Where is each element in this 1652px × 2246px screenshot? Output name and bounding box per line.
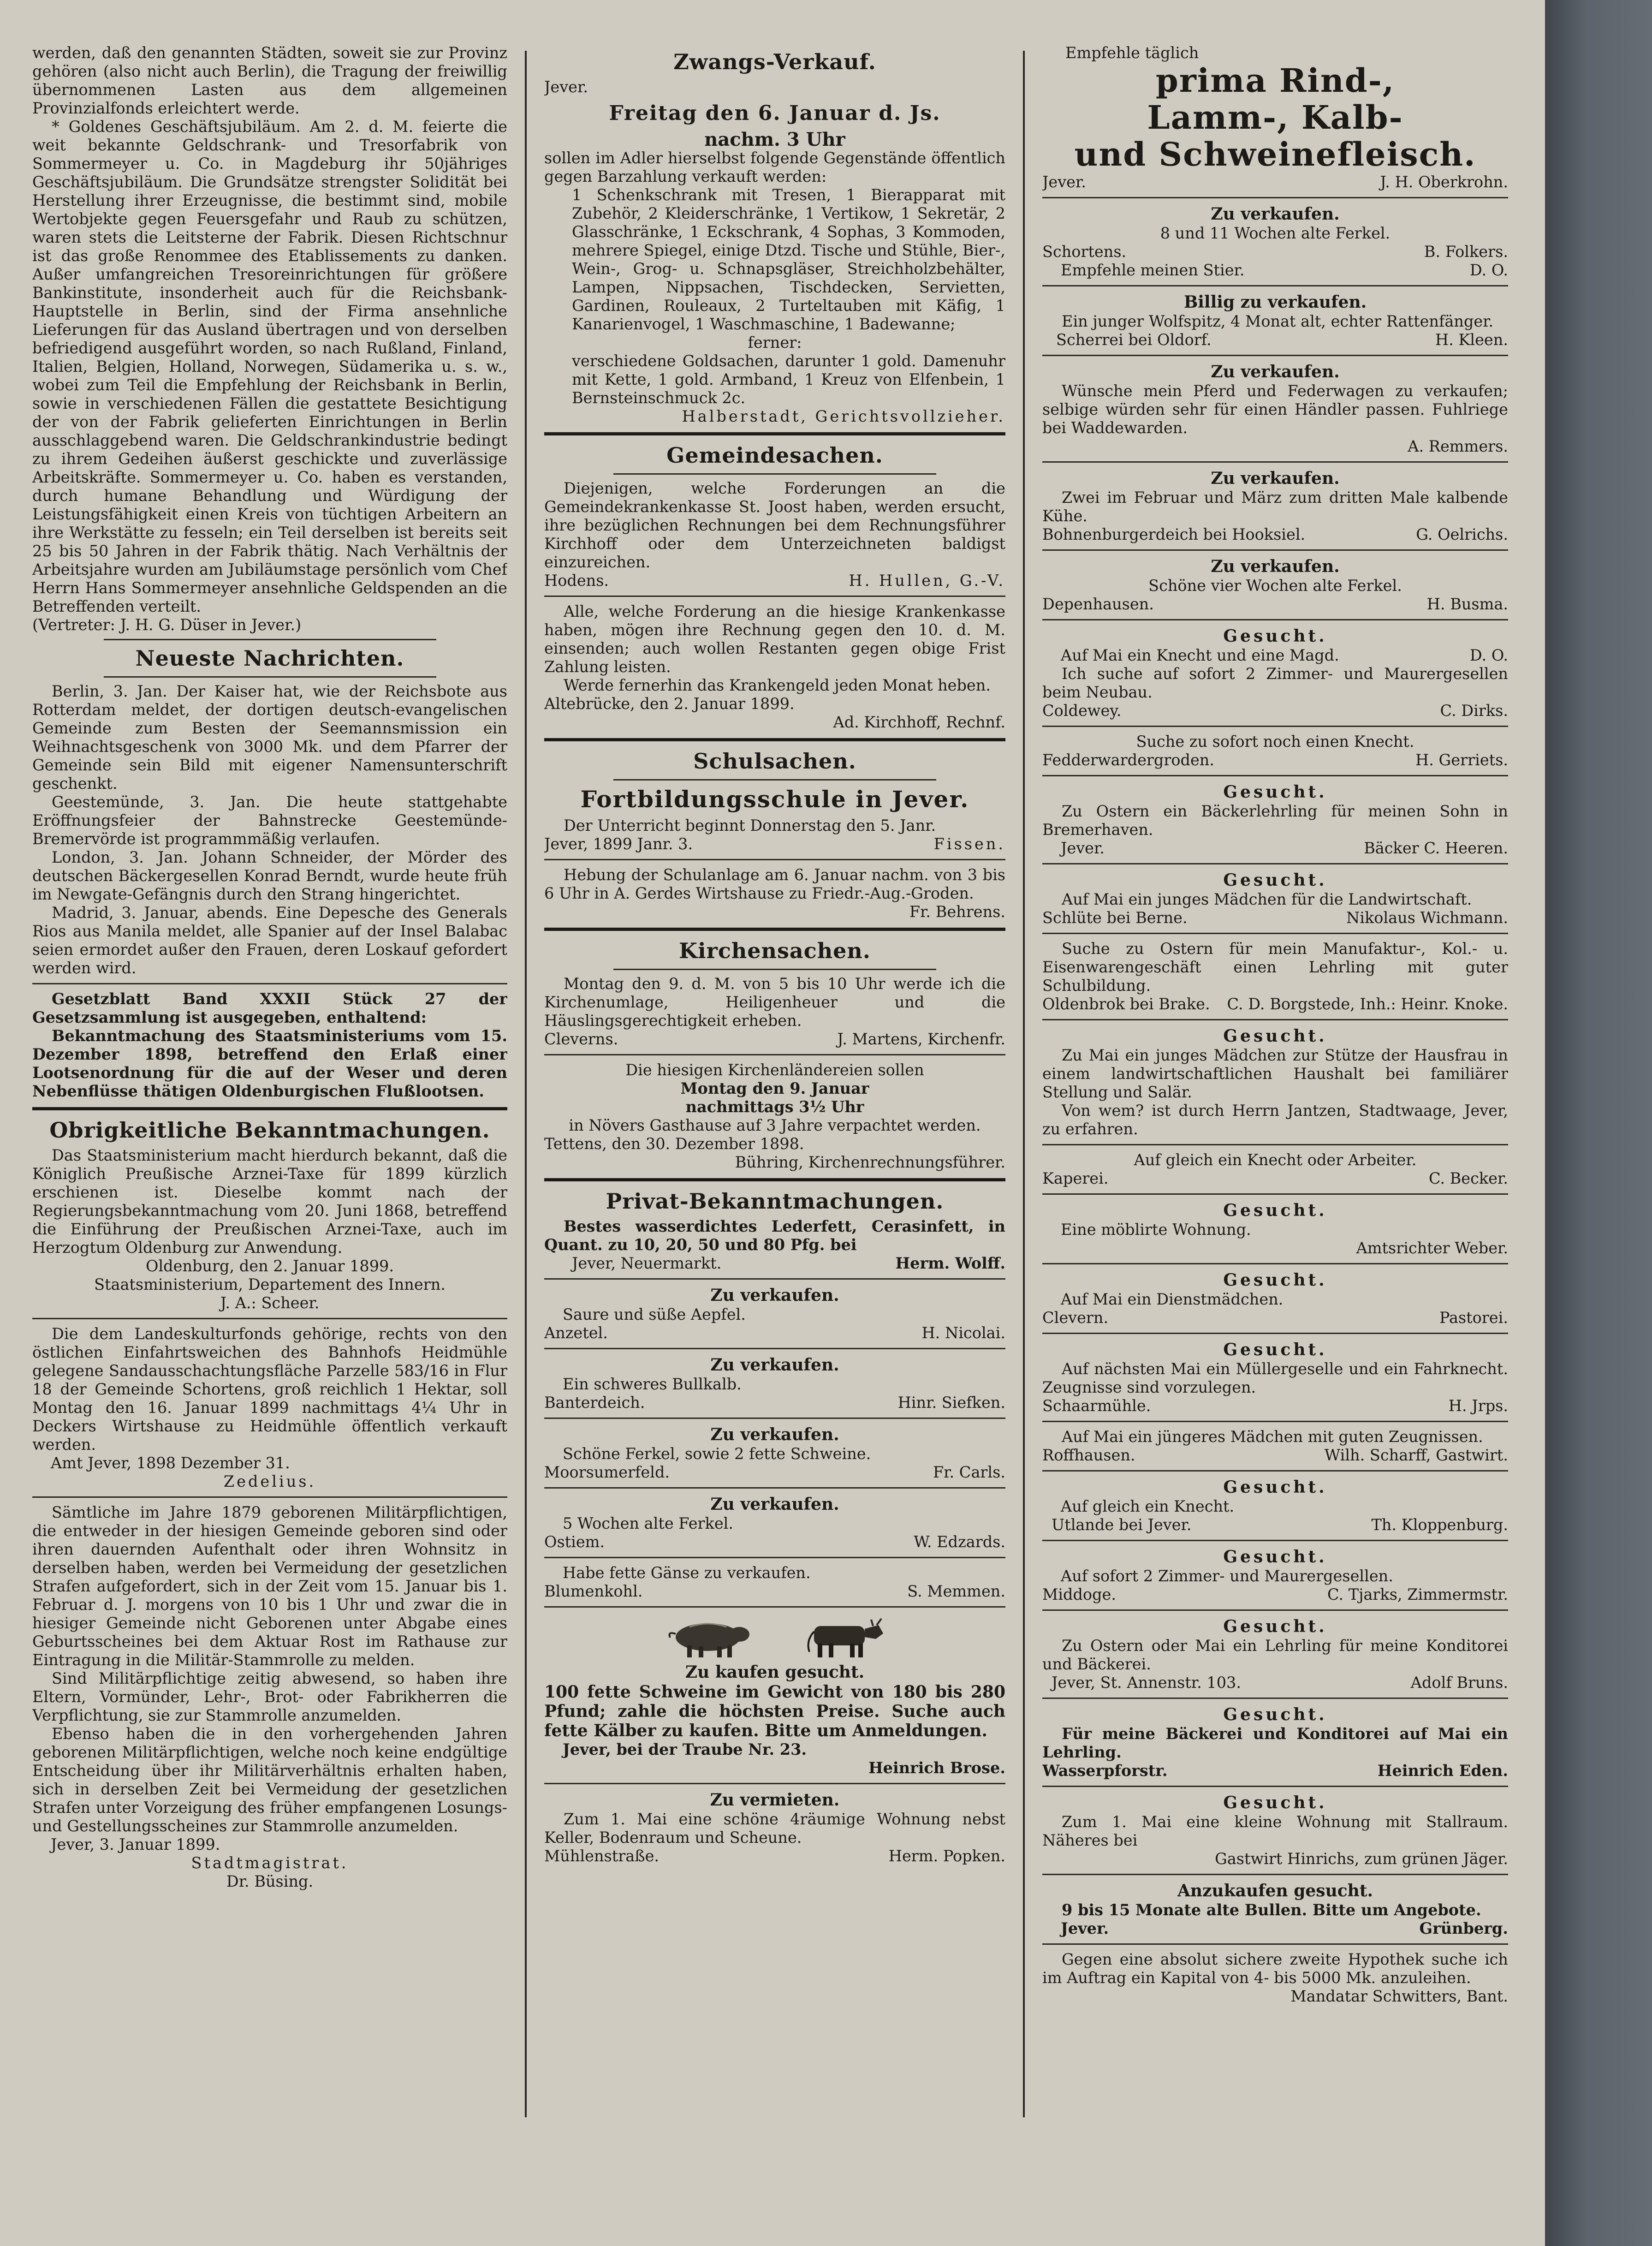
scan-background: [1545, 0, 1652, 2246]
vermieten-footer: [544, 1847, 1005, 1865]
gemeinde-notice-2-place: Altebrücke, den 2. Januar 1899.: [544, 695, 795, 713]
ad-footer: [1042, 525, 1508, 544]
obrigkeit-notice-3-b: Sind Militärpflichtige zeitig abwesend, so haben ihre Eltern, Vormünder, Lehr-, Brot- oder Fabrikherren die Verpflichtung, sie zur Stammrolle anzumelden.: [32, 1669, 507, 1724]
classified-ad: [544, 1285, 1005, 1342]
ad-footer: [1042, 331, 1508, 349]
ad-place: Wasserpforstr.: [1042, 1762, 1168, 1780]
zwangsverkauf-place: Jever.: [544, 78, 588, 96]
ad-text: Ich suche auf sofort 2 Zimmer- und Maurergesellen beim Neubau.: [1042, 665, 1508, 701]
kirchen-notice-2-signature: Bühring, Kirchenrechnungsführer.: [735, 1153, 1005, 1171]
divider: [544, 859, 1005, 860]
divider: [544, 738, 1005, 741]
ad-signature: Heinrich Eden.: [1377, 1762, 1508, 1780]
vermieten-place: Mühlenstraße.: [544, 1847, 660, 1865]
divider: [32, 1318, 507, 1319]
divider: [1042, 1540, 1508, 1541]
ad-text: Zum 1. Mai eine kleine Wohnung mit Stallraum. Näheres bei: [1042, 1813, 1508, 1849]
ad-text: Saure und süße Aepfel.: [563, 1305, 746, 1323]
notice-2-place: Amt Jever, 1898 Dezember 31.: [51, 1454, 290, 1472]
ad-signature: C. Dirks.: [1440, 702, 1508, 720]
classified-ad: [1042, 362, 1508, 456]
ad-footer: [1042, 995, 1508, 1013]
ad-signature: Grünberg.: [1419, 1919, 1508, 1937]
divider: [1042, 775, 1508, 776]
classified-ad: [544, 1494, 1005, 1551]
ad-place: Schortens.: [1042, 243, 1127, 261]
classified-ad: [1042, 1704, 1508, 1780]
ad-signature: Gastwirt Hinrichs, zum grünen Jäger.: [1215, 1850, 1508, 1868]
gemeinde-notice-1: Diejenigen, welche Forderungen an die Gemeindekrankenkasse St. Joost haben, werden ersucht, ihre bezüglichen Rechnungen bei dem Rechnungsführer Kirchhoff oder dem Unterzeichneten baldigst einzureichen.: [544, 479, 1005, 571]
ad-footer: [1042, 1516, 1508, 1534]
ad-signature: D. O.: [1469, 261, 1508, 279]
ad-heading: Zu verkaufen.: [1211, 362, 1340, 381]
ad-heading: Gesucht.: [1223, 626, 1327, 646]
gemeinde-notice-1-signature: H. Hullen, G.-V.: [849, 572, 1005, 590]
obrigkeit-heading: Obrigkeitliche Bekanntmachungen.: [49, 1118, 490, 1143]
classified-ad: [1042, 1200, 1508, 1257]
divider: [1042, 1019, 1508, 1020]
hypothek-ad: Gegen eine absolut sichere zweite Hypothek suche ich im Auftrag ein Kapital von 4- bis 5000 Mk. anzuleihen.: [1042, 1950, 1508, 1987]
kauf-gesucht-place: Jever, bei der Traube Nr. 23.: [563, 1740, 807, 1758]
ad-signature: Hinr. Siefken.: [897, 1394, 1005, 1412]
ad-footer: [1042, 1674, 1508, 1692]
fleisch-ad-line-1: prima Rind-,: [1155, 61, 1395, 100]
ad-footer: [1042, 1585, 1508, 1604]
divider: [544, 1348, 1005, 1349]
divider: [544, 1054, 1005, 1055]
column-rule-right: [1023, 51, 1025, 2117]
ad-footer: [1042, 1169, 1508, 1188]
ad-text: Zu Mai ein junges Mädchen zur Stütze der Hausfrau in einem landwirtschaftlichen Haushalt bei familiärer Stellung und Salär.: [1042, 1046, 1508, 1101]
ad-place: Roffhausen.: [1042, 1446, 1135, 1464]
divider: [1042, 619, 1508, 620]
divider: [32, 1496, 507, 1498]
ad-place: Bohnenburgerdeich bei Hooksiel.: [1042, 525, 1306, 543]
ad-signature: B. Folkers.: [1424, 243, 1508, 261]
ad-text: Schöne vier Wochen alte Ferkel.: [1148, 577, 1402, 595]
zwangsverkauf-date: Freitag den 6. Januar d. Js.: [609, 101, 941, 125]
kirchen-notice-1-place: Cleverns.: [544, 1030, 618, 1048]
ad-signature: Nikolaus Wichmann.: [1346, 909, 1508, 927]
divider: [1042, 1609, 1508, 1611]
ad-heading: Gesucht.: [1223, 1705, 1327, 1724]
ad-heading: Gesucht.: [1223, 1340, 1327, 1359]
ad-text: Auf nächsten Mai ein Müllergeselle und ein Fahrknecht. Zeugnisse sind vorzulegen.: [1042, 1360, 1508, 1396]
gaense-ad-signature: S. Memmen.: [907, 1582, 1005, 1600]
divider: [544, 432, 1005, 435]
classified-ad: [1042, 1340, 1508, 1415]
gemeinde-notice-1-footer: [544, 572, 1005, 590]
zwangsverkauf-signature: Halberstadt, Gerichtsvollzieher.: [682, 407, 1005, 425]
fleisch-ad-top: Empfehle täglich: [1065, 44, 1199, 62]
classified-ad: [1042, 292, 1508, 349]
classified-ad: [1042, 870, 1508, 927]
news-item-madrid: Madrid, 3. Januar, abends. Eine Depesche des Generals Rios aus Manila meldet, alle Spanier auf der Insel Balabac seien ermordet außer den Frauen, deren Loskauf gefordert werden wird.: [32, 904, 507, 977]
ad-text: Auf Mai ein Dienstmädchen.: [1061, 1290, 1284, 1308]
classified-ad: [1042, 782, 1508, 858]
ad-signature: H. Kleen.: [1435, 331, 1508, 349]
ad-signature: Th. Kloppenburg.: [1371, 1516, 1508, 1534]
ad-heading: Zu verkaufen.: [710, 1355, 839, 1375]
vermieten-heading: Zu vermieten.: [710, 1790, 840, 1810]
divider: [544, 1606, 1005, 1608]
ad-heading: Gesucht.: [1223, 782, 1327, 802]
ad-heading: Zu verkaufen.: [710, 1286, 839, 1305]
ad-place: Fedderwardergroden.: [1042, 751, 1215, 769]
schul-heading: Schulsachen.: [693, 749, 856, 774]
obrigkeit-notice-3-a: Sämtliche im Jahre 1879 geborenen Militärpflichtigen, die entweder in der hiesigen Gemeinde geboren sind oder ihren dauernden Aufenthalt oder ihren Wohnsitz in derselben haben, werden bei Vermeidung der gesetzlichen Strafen aufgefordert, sich in der Zeit vom 15. Januar bis 1. Februar d. J. morgens von 10 bis 1 Uhr und zwar die in hiesiger Gemeinde nicht Geborenen unter Abgabe eines Geburtsscheines bei dem Aktuar Rost im Rathause zur Eintragung in die Militär-Stammrolle zu melden.: [32, 1503, 507, 1669]
ad-place: Jever.: [1061, 839, 1105, 857]
column-rule-left: [525, 51, 527, 2117]
ad-footer: [544, 1394, 1005, 1412]
ad-text: Suche zu sofort noch einen Knecht.: [1136, 733, 1414, 751]
classified-ad: [544, 1424, 1005, 1482]
ad-footer: [1042, 646, 1508, 665]
jubilaeum-paragraph: * Goldenes Geschäftsjubiläum. Am 2. d. M. feierte die weit bekannte Geldschrank- und Tresorfabrik von Sommermeyer u. Co. in Magdeburg ihr 50jähriges Geschäftsjubiläum. Die Grundsätze strengster Solidität bei Herstellung ihrer Erzeugnisse, die bestimmt sind, mobile Wertobjekte gegen Feuersgefahr und Raub zu schützen, waren stets die Leitsterne der Fabrik. Diesen Richtschnur ist das große Renommee des Etablissements zu danken. Außer umfangreichen Tresoreinrichtungen für größere Bankinstitute, insonderheit auch für die Reichsbank-Hauptstelle in Berlin, sind der Firma ansehnliche Lieferungen für das Ausland übertragen und von derselben befriedigend ausgeführt worden, so nach Rußland, Finland, Italien, Belgien, Holland, Norwegen, Südamerika u. s. w., wobei zum Teil die Empfehlung der Reichsbank in Berlin, sowie in verschiedenen Fällen die gestattete Besichtigung der von der Fabrik gelieferten Einrichtungen in Berlin ausschlaggebend waren. Die Geldschrankindustrie bedingt zu ihrem Gedeihen äußerst geschickte und zuverlässige Arbeitskräfte. Sommermeyer u. Co. haben es verstanden, durch humane Behandlung und Würdigung der Leistungsfähigkeit einen Kreis von tüchtigen Arbeitern an ihre Werkstätte zu fesseln; ein Teil derselben ist bereits seit 25 bis 50 Jahren in der Fabrik thätig. Nach Verhältnis der Arbeitsjahre wurden am Jubiläumstage persönlich vom Chef Herrn Hans Sommermeyer ansehnliche Geldspenden an die Betreffenden verteilt.: [32, 118, 507, 615]
ad-place: Clevern.: [1042, 1309, 1109, 1327]
divider: [544, 1557, 1005, 1558]
ad-signature: W. Edzards.: [914, 1533, 1005, 1551]
kirchen-notice-2-line-3: nachmittags 3½ Uhr: [685, 1098, 864, 1116]
divider: [1042, 549, 1508, 551]
fleisch-ad-place: Jever.: [1042, 173, 1086, 191]
ad-place: Depenhausen.: [1042, 595, 1154, 613]
kirchen-notice-1-signature: J. Martens, Kirchenfr.: [837, 1030, 1005, 1048]
divider: [544, 928, 1005, 931]
classified-ad: [544, 1355, 1005, 1412]
ad-place: Coldewey.: [1042, 702, 1122, 720]
ad-text: Empfehle meinen Stier.: [1061, 261, 1245, 279]
divider: [1042, 1144, 1508, 1145]
kirchen-notice-2-line-2: Montag den 9. Januar: [680, 1079, 869, 1097]
fleisch-ad-line-2: Lamm-, Kalb-: [1147, 98, 1403, 137]
ad-signature: H. Busma.: [1426, 595, 1508, 613]
fleisch-ad-signature: J. H. Oberkrohn.: [1380, 173, 1508, 191]
zwangsverkauf-time: nachm. 3 Uhr: [704, 129, 845, 150]
ad-heading: Billig zu verkaufen.: [1183, 292, 1367, 312]
divider: [1042, 1943, 1508, 1945]
gemeinde-notice-2-a: Alle, welche Forderung an die hiesige Krankenkasse haben, mögen ihre Rechnung gegen den 10. d. M. einsenden; auch wollen Restanten gegen obige Frist Zahlung leisten.: [544, 602, 1005, 676]
ad-heading: Gesucht.: [1223, 1547, 1327, 1567]
zwangsverkauf-ferner: ferner:: [748, 334, 802, 351]
ad-footer: [1042, 595, 1508, 614]
divider: [613, 779, 936, 780]
divider: [544, 1783, 1005, 1784]
divider: [32, 1107, 507, 1110]
divider: [1042, 1421, 1508, 1422]
ad-text: Eine möblirte Wohnung.: [1061, 1221, 1251, 1239]
divider: [544, 596, 1005, 597]
ad-signature: H. Jrps.: [1448, 1397, 1508, 1415]
gesetzblatt-heading: Gesetzblatt Band XXXII Stück 27 der Gesetzsammlung ist ausgegeben, enthaltend:: [32, 990, 507, 1026]
classified-ad: [1042, 626, 1508, 720]
kauf-gesucht-signature: Heinrich Brose.: [868, 1759, 1005, 1777]
ad-place: Jever, St. Annenstr. 103.: [1052, 1674, 1241, 1692]
divider: [544, 1418, 1005, 1419]
obrigkeit-notice-1: Das Staatsministerium macht hierdurch bekannt, daß die Königlich Preußische Arznei-Taxe für 1899 kürzlich erschienen ist. Dieselbe kommt nach der Regierungsbekanntmachung vom 20. Juni 1868, betreffend die Einführung der Preußischen Arznei-Taxe, auch im Herzogtum Oldenburg zur Anwendung.: [32, 1146, 507, 1257]
ad-signature: Fr. Carls.: [933, 1463, 1005, 1481]
ad-signature: D. O.: [1469, 646, 1508, 664]
ad-text: Wünsche mein Pferd und Federwagen zu verkaufen; selbige würden sehr für einen Händler passen. Fuhlriege bei Waddewarden.: [1042, 382, 1508, 437]
intro-paragraph: werden, daß den genannten Städten, soweit sie zur Provinz gehören (also nicht auch Berlin), die Tragung der freiwillig übernommenen Lasten aus dem allgemeinen Provinzialfonds erleichtert werde.: [32, 44, 507, 117]
ad-signature: H. Nicolai.: [921, 1324, 1005, 1342]
divider: [1042, 285, 1508, 286]
gaense-ad-footer: [544, 1582, 1005, 1601]
ad-place: Moorsumerfeld.: [544, 1463, 670, 1481]
ad-signature: A. Remmers.: [1408, 437, 1508, 455]
divider: [1042, 1786, 1508, 1787]
ad-signature: C. D. Borgstede, Inh.: Heinr. Knoke.: [1227, 995, 1508, 1013]
kirchen-notice-2-place: Tettens, den 30. Dezember 1898.: [544, 1135, 804, 1153]
column-middle: [544, 44, 1005, 2212]
classified-ad: [1042, 204, 1508, 280]
divider: [1042, 1193, 1508, 1195]
divider: [544, 1487, 1005, 1489]
ad-footer: [1042, 261, 1508, 280]
ad-heading: Anzukaufen gesucht.: [1177, 1881, 1373, 1900]
classified-ad: [1042, 1881, 1508, 1938]
classified-ad: [1042, 1477, 1508, 1534]
hypothek-signature: Mandatar Schwitters, Bant.: [1290, 1987, 1508, 2005]
gemeinde-notice-1-place: Hodens.: [544, 572, 609, 590]
kauf-gesucht-heading: Zu kaufen gesucht.: [685, 1662, 865, 1682]
ad-text: Auf gleich ein Knecht.: [1061, 1497, 1235, 1515]
kirchen-heading: Kirchensachen.: [679, 938, 871, 963]
divider: [104, 639, 436, 640]
ad-heading: Gesucht.: [1223, 1617, 1327, 1636]
lederfett-footer: [544, 1254, 1005, 1273]
ad-signature: H. Gerriets.: [1415, 751, 1508, 769]
divider: [1042, 1470, 1508, 1472]
ad-place: Schaarmühle.: [1042, 1397, 1151, 1415]
ad-heading: Gesucht.: [1223, 1477, 1327, 1497]
ad-place: Ostiem.: [544, 1533, 605, 1551]
gaense-ad-place: Blumenkohl.: [544, 1582, 643, 1600]
lederfett-place: Jever, Neuermarkt.: [572, 1254, 722, 1272]
ad-text: Ein junger Wolfspitz, 4 Monat alt, echter Rattenfänger.: [1062, 312, 1494, 330]
ad-text: Schöne Ferkel, sowie 2 fette Schweine.: [563, 1445, 871, 1463]
ad-signature: C. Tjarks, Zimmermstr.: [1327, 1585, 1508, 1603]
schulanlage-notice: Hebung der Schulanlage am 6. Januar nachm. von 3 bis 6 Uhr in A. Gerdes Wirtshause zu Friedr.-Aug.-Groden.: [544, 866, 1005, 902]
divider: [544, 1278, 1005, 1280]
column-right: [1042, 44, 1508, 2212]
notice-3-place: Jever, 3. Januar 1899.: [51, 1835, 220, 1853]
ad-text: Auf gleich ein Knecht oder Arbeiter.: [1134, 1151, 1417, 1169]
vermieten-body: Zum 1. Mai eine schöne 4räumige Wohnung nebst Keller, Bodenraum und Scheune.: [544, 1810, 1005, 1847]
obrigkeit-notice-2: Die dem Landeskulturfonds gehörige, rechts von den östlichen Einfahrtsweichen des Bahnhofs Heidmühle gelegene Sandausschachtungsfläche Parzelle 583/16 in Flur 18 der Gemeinde Schortens, groß reichlich 1 Hektar, soll Montag den 16. Januar 1899 nachmittags 4¼ Uhr in Deckers Wirtshause zu Heidmühle öffentlich verkauft werden.: [32, 1325, 507, 1454]
ad-footer: [544, 1533, 1005, 1551]
ad-signature: Adolf Bruns.: [1410, 1674, 1508, 1692]
ad-text: 9 bis 15 Monate alte Bullen. Bitte um Angebote.: [1062, 1901, 1481, 1919]
kirchen-notice-1-footer: [544, 1030, 1005, 1049]
notice-3-signature: Stadtmagistrat.: [191, 1854, 349, 1872]
ad-footer: [544, 1324, 1005, 1342]
ad-place: Utlande bei Jever.: [1052, 1516, 1192, 1534]
lederfett-signature: Herm. Wolff.: [895, 1254, 1005, 1272]
ad-text: 5 Wochen alte Ferkel.: [563, 1514, 734, 1532]
divider: [1042, 1263, 1508, 1264]
ad-heading: Zu verkaufen.: [1211, 557, 1340, 576]
divider: [613, 969, 936, 970]
vermieten-signature: Herm. Popken.: [888, 1847, 1005, 1865]
ad-heading: Gesucht.: [1223, 1026, 1327, 1046]
classified-ad: [1042, 1151, 1508, 1188]
classified-ad: [1042, 468, 1508, 544]
vertreter-line: (Vertreter: J. H. G. Düser in Jever.): [32, 616, 302, 634]
classified-ad: [1042, 556, 1508, 614]
gesetzblatt-body: Bekanntmachung des Staatsministeriums vom 15. Dezember 1898, betreffend den Erlaß einer Lootsenordnung für die auf der Weser und deren Nebenflüsse thätigen Oldenburgischen Flußlootsen.: [32, 1027, 507, 1100]
divider: [104, 676, 436, 678]
notice-1-signature: Staatsministerium, Departement des Innern.: [94, 1275, 446, 1293]
classified-ad: [1042, 1026, 1508, 1138]
schul-notice-place: Jever, 1899 Janr. 3.: [544, 835, 693, 853]
ad-footer: [1042, 243, 1508, 261]
ad-text: Für meine Bäckerei und Konditorei auf Mai ein Lehrling.: [1042, 1725, 1508, 1761]
livestock-woodcut: [544, 1613, 1005, 1659]
obrigkeit-notice-3-c: Ebenso haben die in den vorhergehenden Jahren geborenen Militärpflichtigen, welche noch keine endgültige Entscheidung über ihr Militärverhältnis erhalten haben, sich in derselben Zeit bei Vermeidung der gesetzlichen Strafen unter Vorzeigung des früher empfangenen Losungs- und Gestellungsscheines zur Stammrolle anzumelden.: [32, 1725, 507, 1835]
notice-2-signature: Zedelius.: [223, 1472, 316, 1490]
notice-1-place: Oldenburg, den 2. Januar 1899.: [146, 1257, 394, 1275]
ad-heading: Zu verkaufen.: [710, 1425, 839, 1444]
schul-notice-footer: [544, 835, 1005, 853]
classified-ad: [1042, 1428, 1508, 1465]
ad-place: Schlüte bei Berne.: [1042, 909, 1188, 927]
classified-ad: [1042, 1616, 1508, 1692]
zwangsverkauf-intro: sollen im Adler hierselbst folgende Gegenstände öffentlich gegen Barzahlung verkauft werden:: [544, 149, 1005, 185]
ad-heading: Gesucht.: [1223, 870, 1327, 890]
ad-place: Banterdeich.: [544, 1394, 645, 1412]
divider: [1042, 197, 1508, 198]
divider: [32, 983, 507, 984]
ad-footer: [1042, 1762, 1508, 1780]
ad-footer: [1042, 751, 1508, 769]
ad-footer: [544, 1463, 1005, 1482]
divider: [1042, 726, 1508, 727]
ad-place: Anzetel.: [544, 1324, 608, 1342]
ad-text: Zu Ostern oder Mai ein Lehrling für meine Konditorei und Bäckerei.: [1042, 1637, 1508, 1673]
zwangsverkauf-items-2: verschiedene Goldsachen, darunter 1 gold. Damenuhr mit Kette, 1 gold. Armband, 1 Kreuz von Elfenbein, 1 Bernsteinschmuck 2c.: [572, 352, 1005, 407]
ad-place: Scherrei bei Oldorf.: [1056, 331, 1212, 349]
ad-place: Middoge.: [1042, 1585, 1116, 1603]
ad-text: Von wem? ist durch Herrn Jantzen, Stadtwaage, Jever, zu erfahren.: [1042, 1102, 1508, 1138]
privat-heading: Privat-Bekanntmachungen.: [606, 1189, 944, 1214]
gemeinde-notice-2-b: Werde fernerhin das Krankengeld jeden Monat heben.: [564, 676, 991, 694]
news-heading: Neueste Nachrichten.: [135, 646, 404, 671]
ad-footer: [1042, 1309, 1508, 1327]
divider: [1042, 933, 1508, 934]
notice-3-signature-2: Dr. Büsing.: [226, 1872, 314, 1890]
ad-heading: Zu verkaufen.: [1211, 469, 1340, 488]
kirchen-notice-2-line-4: in Növers Gasthause auf 3 Jahre verpachtet werden.: [569, 1116, 981, 1134]
divider: [1042, 355, 1508, 356]
ad-text: Zwei im Februar und März zum dritten Male kalbende Kühe.: [1042, 489, 1508, 525]
column-left: [32, 44, 507, 2212]
ad-signature: Wilh. Scharff, Gastwirt.: [1324, 1446, 1508, 1464]
ad-text: Suche zu Ostern für mein Manufaktur-, Kol.- u. Eisenwarengeschäft einen Lehrling mit guter Schulbildung.: [1042, 940, 1508, 995]
ad-signature: Amtsrichter Weber.: [1356, 1239, 1508, 1257]
schul-notice: Der Unterricht beginnt Donnerstag den 5. Janr.: [564, 816, 936, 834]
kirchen-notice-1: Montag den 9. d. M. von 5 bis 10 Uhr werde ich die Kirchenumlage, Heiligenheuer und die Häuslingsgerechtigkeit erheben.: [544, 975, 1005, 1030]
ad-signature: Bäcker C. Heeren.: [1364, 839, 1508, 857]
divider: [613, 473, 936, 475]
ad-place: Kaperei.: [1042, 1169, 1109, 1187]
notice-1-signature-2: J. A.: Scheer.: [220, 1294, 320, 1312]
ad-footer: [1042, 1446, 1508, 1465]
ad-signature: Pastorei.: [1439, 1309, 1508, 1327]
ad-text: Auf sofort 2 Zimmer- und Maurergesellen.: [1061, 1567, 1393, 1585]
classified-ad: [1042, 1270, 1508, 1327]
fortbildungsschule-heading: Fortbildungsschule in Jever.: [580, 786, 969, 813]
ad-text: Ein schweres Bullkalb.: [563, 1375, 742, 1393]
schulanlage-signature: Fr. Behrens.: [909, 903, 1005, 921]
schul-notice-signature: Fissen.: [933, 835, 1005, 853]
ad-footer: [1042, 702, 1508, 720]
ad-heading: Gesucht.: [1223, 1270, 1327, 1290]
ad-footer: [1042, 1919, 1508, 1938]
fleisch-ad-line-3: und Schweinefleisch.: [1074, 135, 1476, 173]
ad-signature: G. Oelrichs.: [1416, 525, 1508, 543]
divider: [1042, 1698, 1508, 1699]
ad-heading: Zu verkaufen.: [1211, 204, 1340, 224]
fleisch-ad-footer: [1042, 173, 1508, 191]
gemeinde-notice-2-signature: Ad. Kirchhoff, Rechnf.: [833, 713, 1005, 731]
divider: [1042, 461, 1508, 463]
classified-ad: [1042, 1547, 1508, 1604]
ad-text: Zu Ostern ein Bäckerlehrling für meinen Sohn in Bremerhaven.: [1042, 802, 1508, 839]
zwangsverkauf-items: 1 Schenkschrank mit Tresen, 1 Bierapparat mit Zubehör, 2 Kleiderschränke, 1 Vertikow, 1 Sekretär, 2 Glasschränke, 1 Eckschrank, 4 Sophas, 3 Kommoden, mehrere Spiegel, einige Dtzd. Tische und Stühle, Bier-, Wein-, Grog- u. Schnapsgläser, Streichholzbehälter, Lampen, Nippsachen, Tischdecken, Servietten, Gardinen, Rouleaux, 2 Turteltauben mit Käfig, 1 Kanarienvogel, 1 Waschmaschine, 1 Badewanne;: [572, 186, 1005, 333]
pig-woodcut-icon: [662, 1613, 754, 1659]
ad-heading: Gesucht.: [1223, 1201, 1327, 1220]
news-item-geestemuende: Geestemünde, 3. Jan. Die heute stattgehabte Eröffnungsfeier der Bahnstrecke Geestemünde-Bremervörde ist programmmäßig verlaufen.: [32, 793, 507, 848]
news-item-london: London, 3. Jan. Johann Schneider, der Mörder des deutschen Bäckergesellen Konrad Berndt, wurde heute früh im Newgate-Gefängnis durch den Strang hingerichtet.: [32, 848, 507, 903]
divider: [1042, 1874, 1508, 1875]
ad-signature: C. Becker.: [1428, 1169, 1508, 1187]
divider: [1042, 863, 1508, 864]
ad-text: Auf Mai ein junges Mädchen für die Landwirtschaft.: [1062, 890, 1472, 908]
lederfett-ad: Bestes wasserdichtes Lederfett, Cerasinfett, in Quant. zu 10, 20, 50 und 80 Pfg. bei: [544, 1217, 1005, 1254]
kauf-gesucht-body: 100 fette Schweine im Gewicht von 180 bis 280 Pfund; zahle die höchsten Preise. Suche auch fette Kälber zu kaufen. Bitte um Anmeldungen.: [544, 1682, 1005, 1740]
ad-heading: Zu verkaufen.: [710, 1495, 839, 1514]
ad-place: Oldenbrok bei Brake.: [1042, 995, 1210, 1013]
ad-footer: [1042, 839, 1508, 858]
ad-heading: Gesucht.: [1223, 1793, 1327, 1812]
classified-ad: [1042, 733, 1508, 769]
ad-text: Auf Mai ein jüngeres Mädchen mit guten Zeugnissen.: [1062, 1428, 1483, 1446]
ad-footer: [1042, 909, 1508, 927]
gemeinde-heading: Gemeindesachen.: [666, 443, 883, 468]
ad-place: Jever.: [1061, 1919, 1109, 1937]
news-item-berlin: Berlin, 3. Jan. Der Kaiser hat, wie der Reichsbote aus Rotterdam meldet, der dortigen deutsch-evangelischen Gemeinde zum Besten der Seemannsmission ein Weihnachtsgeschenk von 3000 Mk. und dem Pfarrer der Gemeinde sein Bild mit eigener Namensunterschrift geschenkt.: [32, 682, 507, 792]
classified-ad: [1042, 1793, 1508, 1868]
ad-text: 8 und 11 Wochen alte Ferkel.: [1160, 224, 1391, 242]
kirchen-notice-2-line-1: Die hiesigen Kirchenländereien sollen: [625, 1061, 924, 1079]
ad-footer: [1042, 1397, 1508, 1415]
classified-ad: [1042, 940, 1508, 1013]
divider: [544, 1178, 1005, 1181]
divider: [1042, 1333, 1508, 1334]
ox-woodcut-icon: [796, 1613, 888, 1659]
gaense-ad-text: Habe fette Gänse zu verkaufen.: [563, 1564, 811, 1582]
zwangsverkauf-heading: Zwangs-Verkauf.: [673, 49, 876, 74]
ad-text: Auf Mai ein Knecht und eine Magd.: [1061, 646, 1339, 664]
